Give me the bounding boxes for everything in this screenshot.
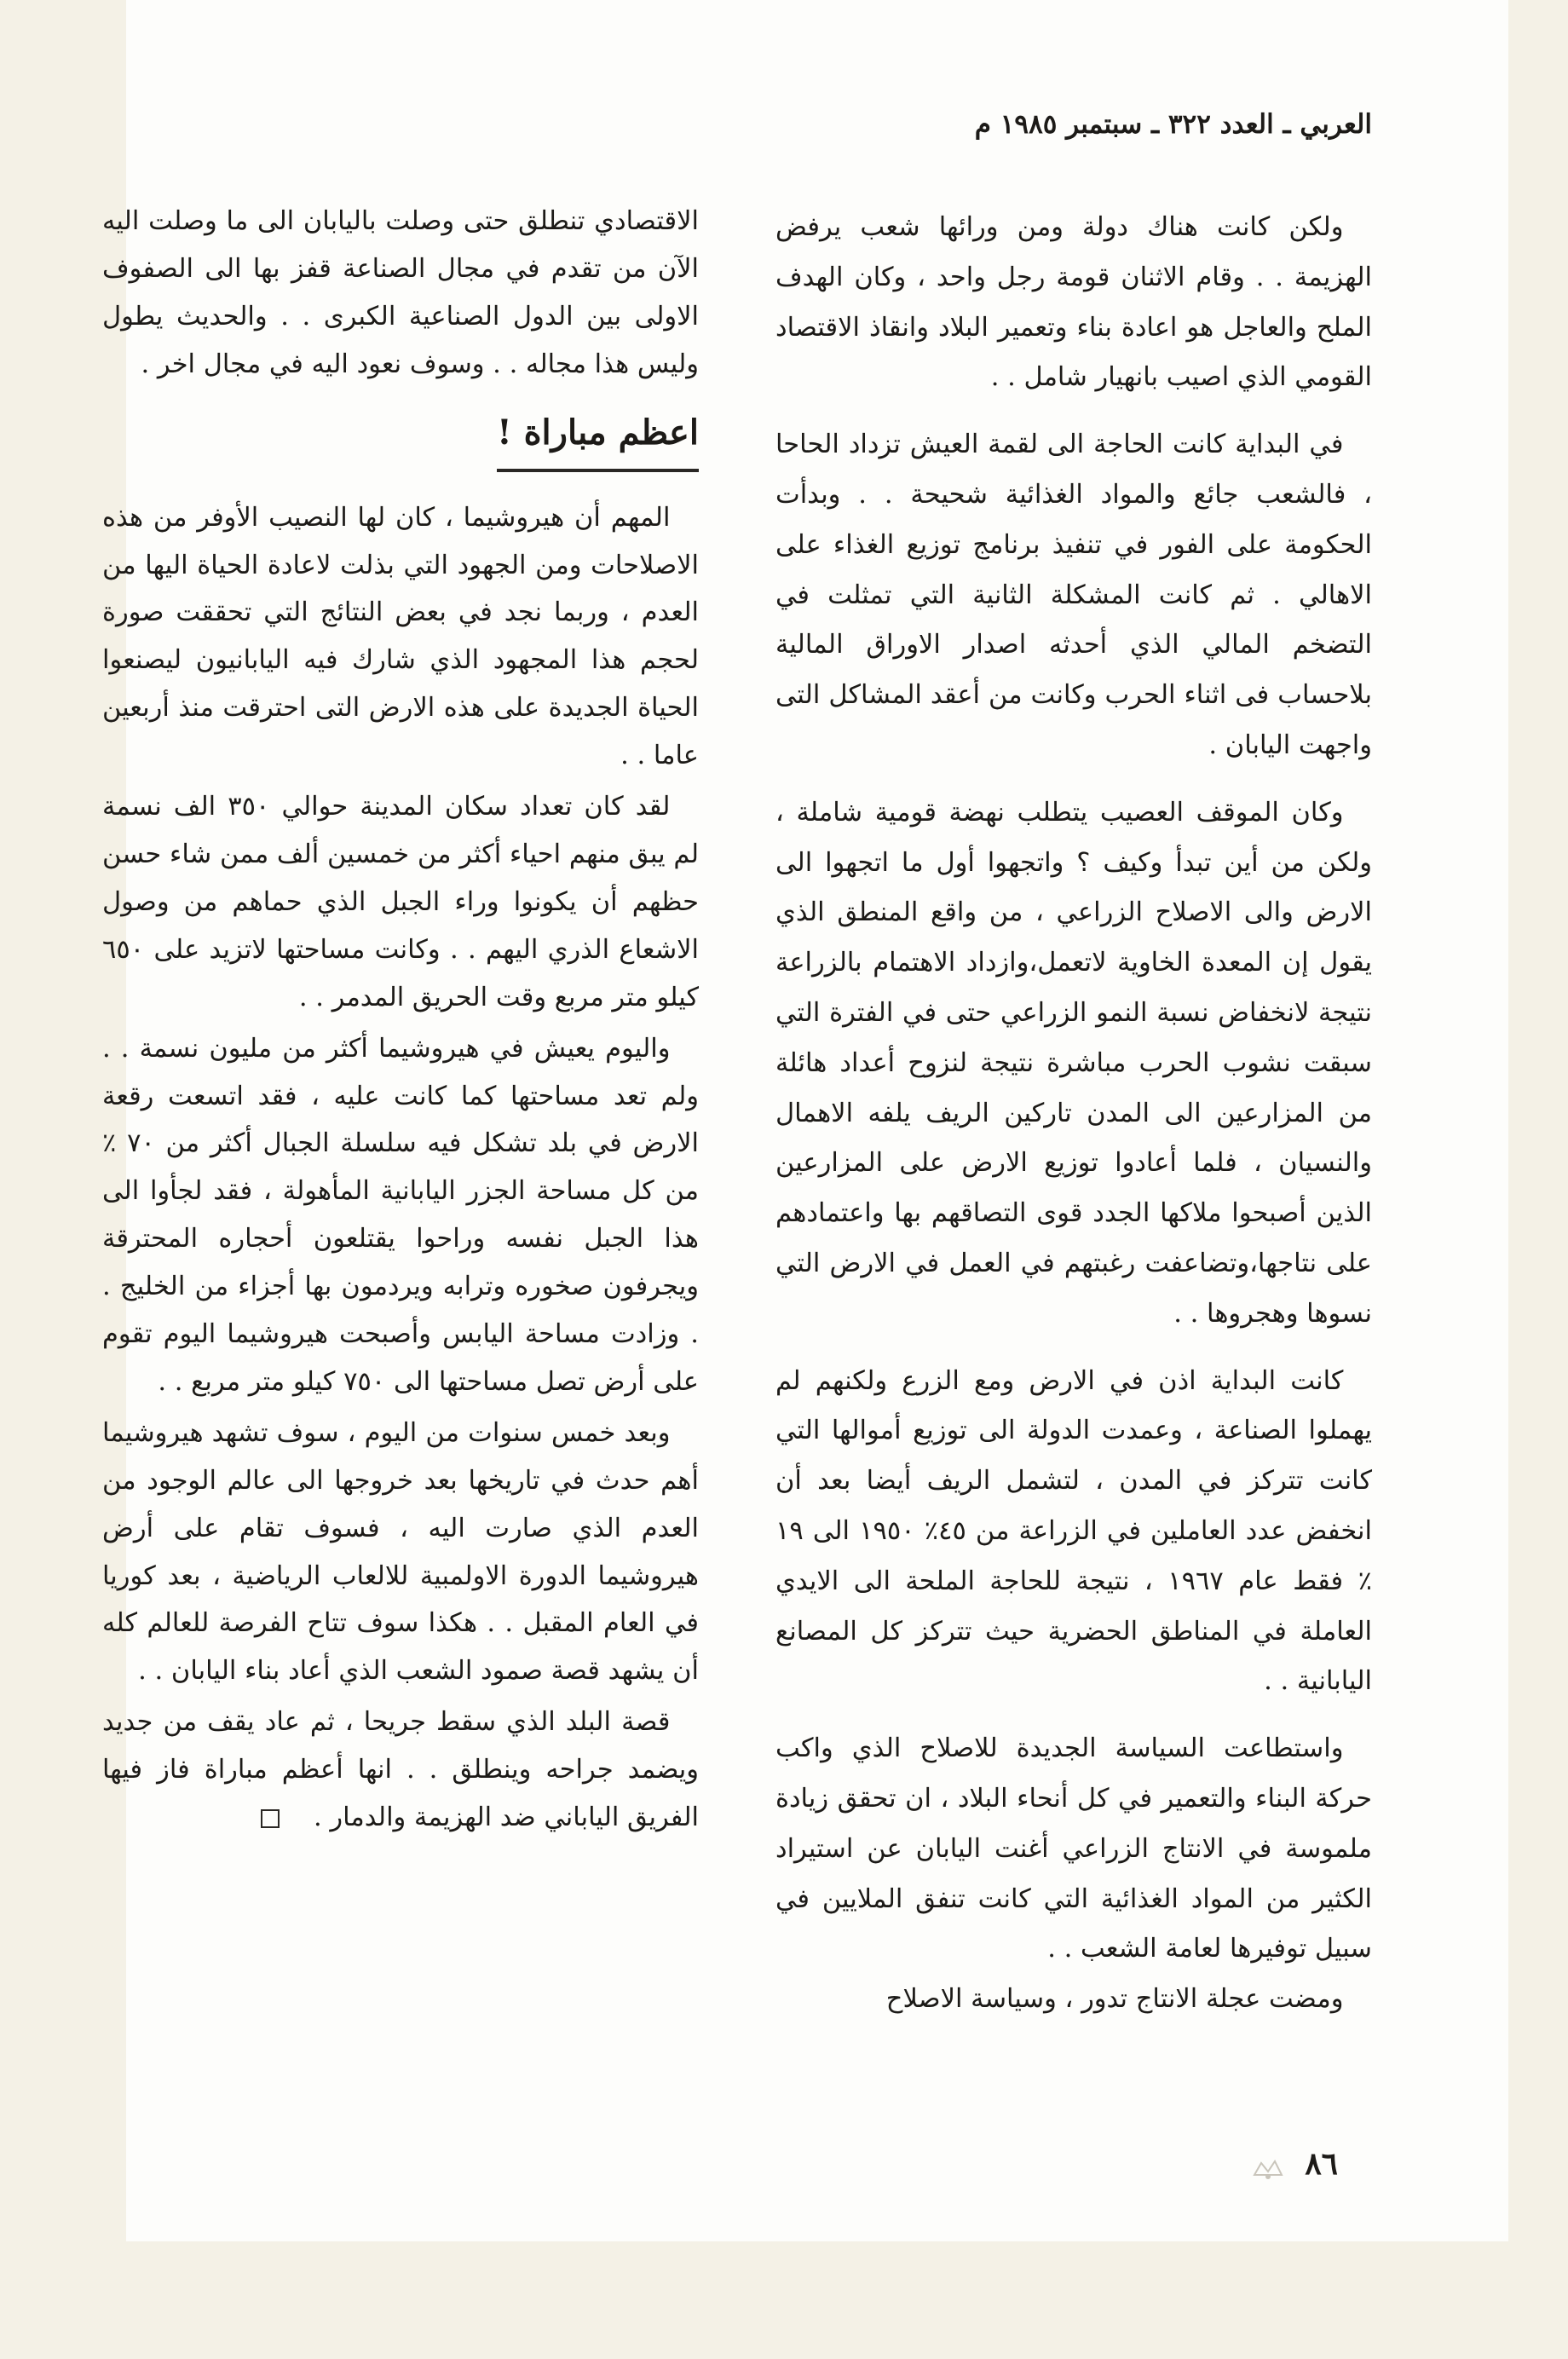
paragraph (102, 1699, 699, 1842)
subheading-text: اعظم مباراة ! (497, 407, 699, 472)
paragraph: كانت البداية اذن في الارض ومع الزرع ولكنهم لم يهملوا الصناعة ، وعمدت الدولة الى توزيع أموالها التي كانت تتركز في المدن ، لتشمل الريف أيضا بعد أن انخفض عدد العاملين في الزراعة من ٤٥٪ ١٩٥٠ الى ١٩ ٪ فقط عام ١٩٦٧ ، نتيجة للحاجة الملحة الى الايدي العاملة في المناطق الحضرية حيث تتركز كل المصانع اليابانية . . (775, 1365, 1372, 1697)
paragraph: واليوم يعيش في هيروشيما أكثر من مليون نسمة . . ولم تعد مساحتها كما كانت عليه ، فقد اتسعت رقعة الارض في بلد تشكل فيه سلسلة الجبال أكثر من ٧٠ ٪ من كل مساحة الجزر اليابانية المأهولة ، فقد لجأوا الى هذا الجبل نفسه وراحوا يقتلعون أحجاره المحترقة ويجرفون صخوره وترابه ويردمون بها أجزاء من الخليج . . وزادت مساحة اليابس وأصبحت هيروشيما اليوم تقوم على أرض تصل مساحتها الى ٧٥٠ كيلو متر مربع . . (102, 1033, 700, 1397)
paragraph: وبعد خمس سنوات من اليوم ، سوف تشهد هيروشيما أهم حدث في تاريخها بعد خروجها الى عالم الوجود من العدم الذي صارت اليه ، فسوف تقام على أرض هيروشيما الدورة الاولمبية للالعاب الرياضية ، بعد كوريا في العام المقبل . . هكذا سوف تتاح الفرصة للعالم كله أن يشهد قصة صمود الشعب الذي أعاد بناء اليابان . . (102, 1417, 699, 1687)
left-column (102, 198, 699, 1842)
paragraph: لقد كان تعداد سكان المدينة حوالي ٣٥٠ الف نسمة لم يبق منهم احياء أكثر من خمسين ألف ممن شاء حسن حظهم أن يكونوا وراء الجبل الذي حماهم من وصول الاشعاع الذري اليهم . . وكانت مساحتها لاتزيد على ٦٥٠ كيلو متر مربع وقت الحريق المدمر . . (102, 792, 699, 1012)
running-head: العربي ـ العدد ٣٢٢ ـ سبتمبر ١٩٨٥ م (974, 109, 1372, 140)
paragraph: ولكن كانت هناك دولة ومن ورائها شعب يرفض الهزيمة . . وقام الاثنان قومة رجل واحد ، وكان الهدف الملح والعاجل هو اعادة بناء وتعمير البلاد وانقاذ الاقتصاد القومي الذي اصيب بانهيار شامل . . (775, 212, 1372, 393)
paragraph: المهم أن هيروشيما ، كان لها النصيب الأوفر من هذه الاصلاحات ومن الجهود التي بذلت لاعادة الحياة اليها من العدم ، وربما نجد في بعض النتائج التي تحققت صورة لحجم هذا المجهود الذي شارك فيه اليابانيون ليصنعوا الحياة الجديدة على هذه الارض التى احترقت منذ أربعين عاما . . (102, 502, 699, 771)
magazine-page (102, 0, 1508, 2241)
section-subheading (102, 407, 699, 472)
right-column (775, 203, 1372, 2025)
paragraph: الاقتصادي تنطلق حتى وصلت باليابان الى ما وصلت اليه الآن من تقدم في مجال الصناعة قفز بها الى الصفوف الاولى بين الدول الصناعية الكبرى . . والحديث يطول وليس هذا مجاله . . وسوف نعود اليه في مجال اخر . (102, 206, 699, 379)
paragraph: وكان الموقف العصيب يتطلب نهضة قومية شاملة ، ولكن من أين تبدأ وكيف ؟ واتجهوا أول ما اتجهوا الى الارض والى الاصلاح الزراعي ، من واقع المنطق الذي يقول إن المعدة الخاوية لاتعمل،وازداد الاهتمام بالزراعة نتيجة لانخفاض نسبة النمو الزراعي حتى في الفترة التي سبقت نشوب الحرب مباشرة نتيجة لنزوح أعداد هائلة من المزارعين الى المدن تاركين الريف يلفه الاهمال والنسيان ، فلما أعادوا توزيع الارض على المزارعين الذين أصبحوا ملاكها الجدد قوى التصاقهم بها واعتمادهم على نتاجها،وتضاعفت رغبتهم في العمل في الارض التي نسوها وهجروها . . (775, 797, 1372, 1329)
paragraph: ومضت عجلة الانتاج تدور ، وسياسة الاصلاح (885, 1984, 1344, 2015)
closing-text: قصة البلد الذي سقط جريحا ، ثم عاد يقف من جديد ويضمد جراحه وينطلق . . انها أعظم مباراة فاز فيها الفريق الياباني ضد الهزيمة والدمار . (102, 1707, 699, 1833)
page-number: ٨٦ (1305, 2146, 1338, 2182)
ornament-icon (1251, 2156, 1285, 2182)
paragraph: واستطاعت السياسة الجديدة للاصلاح الذي واكب حركة البناء والتعمير في كل أنحاء البلاد ، ان تحقق زيادة ملموسة في الانتاج الزراعي أغنت اليابان عن استيراد الكثير من المواد الغذائية التي كانت تنفق الملايين في سبيل توفيرها لعامة الشعب . . (775, 1733, 1372, 1964)
paragraph: في البداية كانت الحاجة الى لقمة العيش تزداد الحاحا ، فالشعب جائع والمواد الغذائية شحيحة . . وبدأت الحكومة على الفور في تنفيذ برنامج توزيع الغذاء على الاهالي . ثم كانت المشكلة الثانية التي تمثلت في التضخم المالي الذي أحدثه اصدار الاوراق المالية بلاحساب فى اثناء الحرب وكانت من أعقد المشاكل التى واجهت اليابان . (775, 430, 1372, 760)
end-of-article-square-icon (261, 1809, 280, 1828)
